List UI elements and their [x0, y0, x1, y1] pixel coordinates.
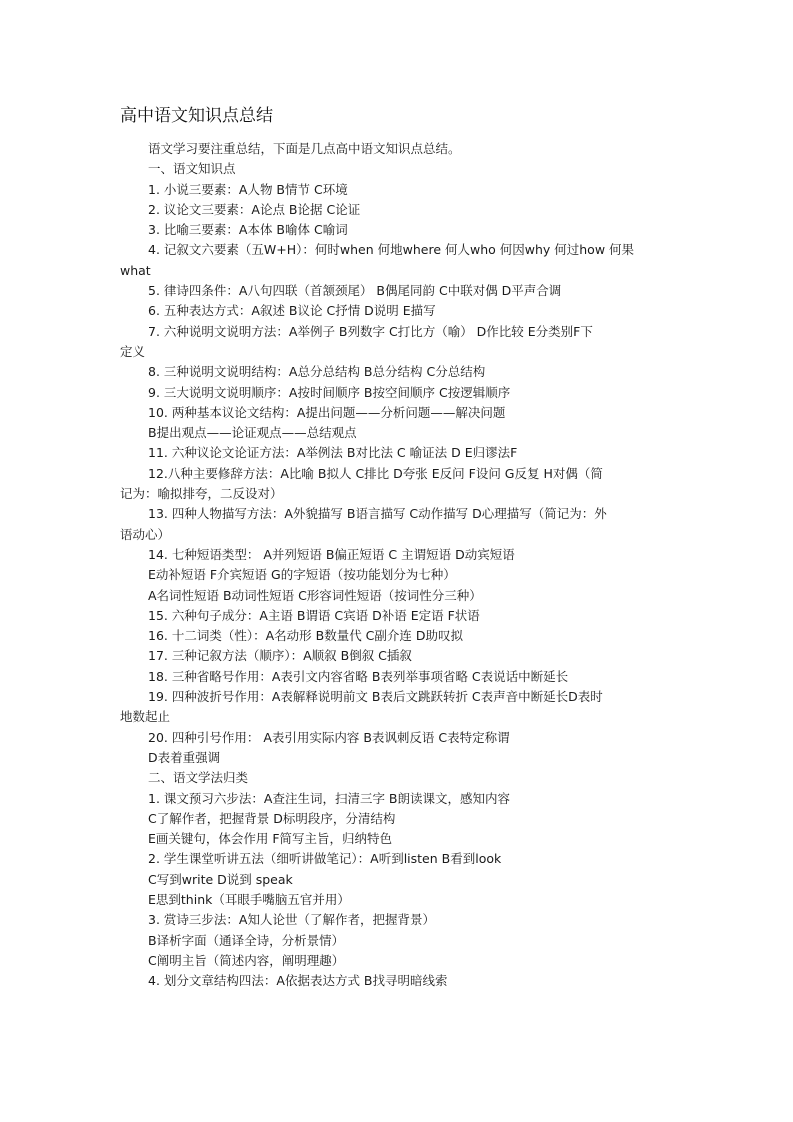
text-line: 15. 六种句子成分：A主语 B谓语 C宾语 D补语 E定语 F状语 — [148, 607, 480, 623]
text-line: D表着重强调 — [148, 749, 221, 765]
text-line: 20. 四种引号作用： A表引用实际内容 B表讽刺反语 C表特定称谓 — [148, 729, 510, 745]
text-line: 4. 划分文章结构四法：A依据表达方式 B找寻明暗线索 — [148, 973, 448, 989]
text-line: 9. 三大说明文说明顺序：A按时间顺序 B按空间顺序 C按逻辑顺序 — [148, 384, 511, 400]
text-line: 语文学习要注重总结，下面是几点高中语文知识点总结。 — [148, 141, 461, 156]
text-line: 10. 两种基本议论文结构：A提出问题——分析问题——解决问题 — [148, 404, 506, 420]
text-line: 1. 课文预习六步法：A查注生词，扫清三字 B朗读课文，感知内容 — [148, 790, 511, 806]
text-line: 8. 三种说明文说明结构：A总分总结构 B总分结构 C分总结构 — [148, 364, 486, 380]
text-line: 17. 三种记叙方法（顺序）：A顺叙 B倒叙 C插叙 — [148, 648, 412, 664]
text-line: 16. 十二词类（性）：A名动形 B数量代 C副介连 D助叹拟 — [148, 628, 464, 644]
text-line: 12.八种主要修辞方法：A比喻 B拟人 C排比 D夸张 E反问 F设问 G反复 H对偶（简 — [148, 465, 603, 481]
text-line: E画关键句，体会作用 F简写主旨，归纳特色 — [148, 831, 393, 847]
text-line: 二、语文学法归类 — [148, 770, 249, 786]
text-line: 14. 七种短语类型： A并列短语 B偏正短语 C 主谓短语 D动宾短语 — [148, 546, 515, 562]
text-line: E思到think（耳眼手嘴脑五官并用） — [148, 891, 350, 907]
text-line: 2. 议论文三要素：A论点 B论据 C论证 — [148, 201, 361, 217]
text-line: B译析字面（通译全诗，分析景情） — [148, 932, 345, 948]
text-line: C阐明主旨（简述内容，阐明理趣） — [148, 952, 345, 968]
text-line: 19. 四种波折号作用：A表解释说明前文 B表后文跳跃转折 C表声音中断延长D表时 — [148, 689, 603, 705]
page-title: 高中语文知识点总结 — [120, 106, 273, 126]
text-line: 3. 赏诗三步法：A知人论世（了解作者，把握背景） — [148, 912, 435, 928]
text-line: 语动心） — [120, 526, 171, 542]
text-line: 定义 — [120, 343, 146, 359]
text-line: 5. 律诗四条件：A八句四联（首颔颈尾） B偶尾同韵 C中联对偶 D平声合调 — [148, 283, 562, 299]
text-line: B提出观点——论证观点——总结观点 — [148, 425, 357, 441]
text-line: 18. 三种省略号作用：A表引文内容省略 B表列举事项省略 C表说话中断延长 — [148, 668, 569, 684]
document-body — [120, 139, 680, 991]
text-line: A名词性短语 B动词性短语 C形容词性短语（按词性分三种） — [148, 587, 482, 603]
text-line: 地数起止 — [120, 709, 171, 725]
text-line: 7. 六种说明文说明方法：A举例子 B列数字 C打比方（喻） D作比较 E分类别F下 — [148, 323, 593, 339]
text-line: 1. 小说三要素：A人物 B情节 C环境 — [148, 181, 348, 197]
text-line: 11. 六种议论文论证方法：A举例法 B对比法 C 喻证法 D E归谬法F — [148, 445, 518, 461]
text-line: 4. 记叙文六要素（五W+H）：何时when 何地where 何人who 何因why 何过how 何果 — [148, 242, 635, 258]
text-line: 6. 五种表达方式：A叙述 B议论 C抒情 D说明 E描写 — [148, 303, 436, 319]
text-line: 一、语文知识点 — [148, 161, 236, 177]
text-line: C了解作者，把握背景 D标明段序，分清结构 — [148, 810, 396, 826]
text-line: what — [120, 262, 151, 278]
text-line: E动补短语 F介宾短语 G的字短语（按功能划分为七种） — [148, 567, 456, 583]
text-line: 3. 比喻三要素：A本体 B喻体 C喻词 — [148, 222, 348, 238]
text-line: C写到write D说到 speak — [148, 871, 293, 887]
text-line: 记为：喻拟排夸，二反设对） — [120, 486, 283, 502]
text-line: 13. 四种人物描写方法：A外貌描写 B语言描写 C动作描写 D心理描写（简记为：外 — [148, 506, 607, 522]
text-line: 2. 学生课堂听讲五法（细听讲做笔记）：A听到listen B看到look — [148, 851, 502, 867]
